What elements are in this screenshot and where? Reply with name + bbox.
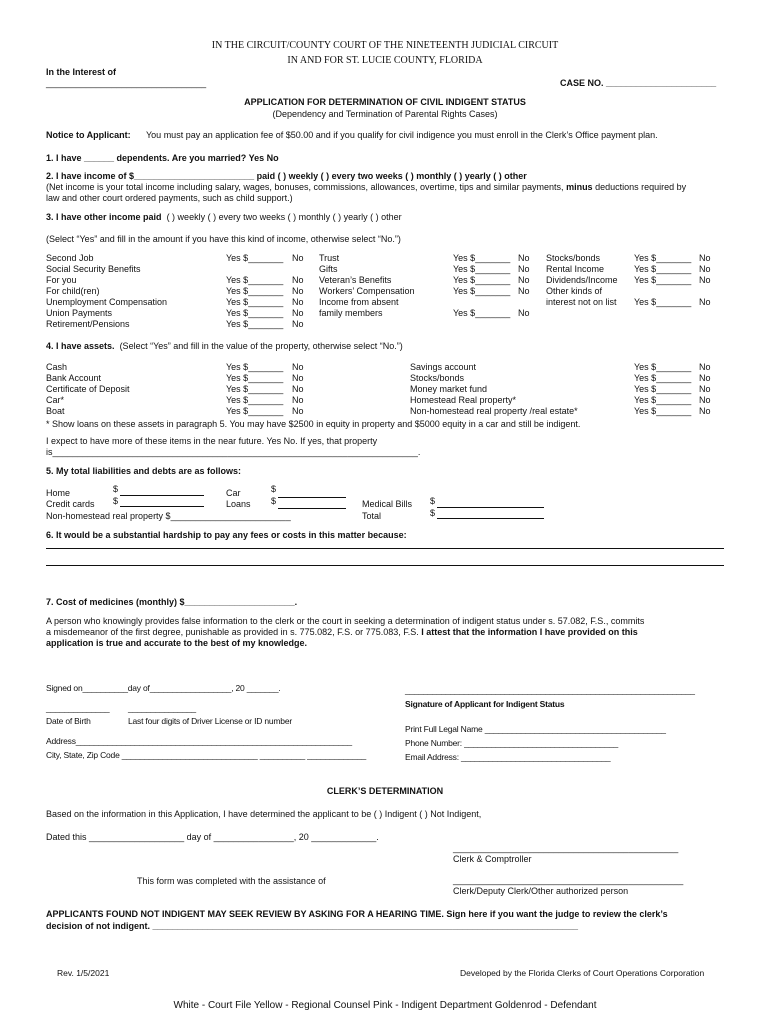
q4-asset-amount-field[interactable]: Yes $_______ — [226, 384, 284, 394]
q3-income-label: Unemployment Compensation — [46, 297, 168, 307]
q3-income-label: Gifts — [319, 264, 338, 274]
q3-income-label: Veteran’s Benefits — [319, 275, 392, 285]
q3-income-no-option[interactable]: No — [518, 308, 530, 318]
q3-income-label: Retirement/Pensions — [46, 319, 130, 329]
q5-label: 5. My total liabilities and debts are as follows: — [46, 466, 242, 476]
q3-income-no-option[interactable]: No — [292, 308, 304, 318]
q3-income-no-option[interactable]: No — [699, 253, 711, 263]
notice-label: Notice to Applicant: — [46, 130, 131, 140]
q4-asset-amount-field[interactable]: Yes $_______ — [634, 406, 692, 416]
q3-label: 3. I have other income paid — [46, 212, 162, 222]
q4-asset-label: Non-homestead real property /real estate* — [410, 406, 578, 416]
q3-income-no-option[interactable]: No — [699, 297, 711, 307]
q1-dependents-married[interactable]: 1. I have ______ dependents. Are you married? Yes No — [46, 153, 279, 163]
q4-asset-amount-field[interactable]: Yes $_______ — [226, 362, 284, 372]
dob-label: Date of Birth — [46, 716, 91, 726]
q3-income-label: Trust — [319, 253, 340, 263]
q5-medical-label: Medical Bills — [362, 499, 413, 509]
q4-asset-amount-field[interactable]: Yes $_______ — [634, 395, 692, 405]
q3-income-amount-field[interactable]: Yes $_______ — [453, 253, 511, 263]
clerk-comptroller-line[interactable]: _____________________________________________ — [453, 843, 679, 853]
q5-car-dollar: $ — [271, 484, 277, 494]
dl-label: Last four digits of Driver License or ID number — [128, 716, 292, 726]
q4-asset-no-option[interactable]: No — [292, 395, 304, 405]
q3-income-label: Workers’ Compensation — [319, 286, 415, 296]
q3-income-label: interest not on list — [546, 297, 617, 307]
q3-income-amount-field[interactable]: Yes $_______ — [226, 297, 284, 307]
email-field[interactable]: Email Address: _________________________________ — [405, 752, 611, 762]
dob-field[interactable]: ______________ — [46, 703, 110, 713]
q3-income-no-option[interactable]: No — [518, 253, 530, 263]
q3-income-no-option[interactable]: No — [699, 275, 711, 285]
q5-car-label: Car — [226, 488, 241, 498]
q5-home-field[interactable] — [120, 495, 204, 496]
q4-asset-label: Bank Account — [46, 373, 102, 383]
deputy-clerk-label: Clerk/Deputy Clerk/Other authorized person — [453, 886, 629, 896]
q3-income-no-option[interactable]: No — [518, 286, 530, 296]
q2-income-line[interactable]: 2. I have income of $________________________ paid ( ) weekly ( ) every two weeks ( ) monthly ( ) yearly ( ) other — [46, 171, 527, 181]
clerk-dated-field[interactable]: Dated this ___________________ day of ________________, 20 _____________. — [46, 832, 379, 842]
q3-income-amount-field[interactable]: Yes $_______ — [453, 275, 511, 285]
q5-total-field[interactable] — [437, 518, 544, 519]
q5-home-dollar: $ — [113, 484, 119, 494]
address-field[interactable]: Address_____________________________________________________________ — [46, 736, 352, 746]
q7-medicines-field[interactable]: 7. Cost of medicines (monthly) $______________________. — [46, 597, 298, 607]
q4-asset-label: Cash — [46, 362, 68, 372]
form-subtitle: (Dependency and Termination of Parental Rights Cases) — [272, 109, 498, 119]
q5-loans-field[interactable] — [278, 508, 346, 509]
q3-income-no-option[interactable]: No — [292, 286, 304, 296]
attest-line2-a: a misdemeanor of the first degree, punishable as provided in s. 775.082, F.S. or 775.083, F.S. — [46, 627, 422, 637]
q3-income-label: Social Security Benefits — [46, 264, 141, 274]
q4-asset-no-option[interactable]: No — [699, 395, 711, 405]
q4-asset-no-option[interactable]: No — [699, 406, 711, 416]
q4-line — [46, 341, 403, 351]
court-name-line2: IN AND FOR ST. LUCIE COUNTY, FLORIDA — [287, 55, 483, 66]
q3-income-amount-field[interactable]: Yes $_______ — [453, 308, 511, 318]
deputy-clerk-line[interactable]: ______________________________________________ — [453, 875, 684, 885]
q3-income-label: Union Payments — [46, 308, 113, 318]
q5-nonhomestead-field[interactable]: Non-homestead real property $________________________ — [46, 511, 291, 521]
q6-answer-line-1[interactable] — [46, 548, 724, 549]
q3-income-no-option[interactable]: No — [699, 264, 711, 274]
print-name-field[interactable]: Print Full Legal Name ________________________________________ — [405, 724, 666, 734]
phone-field[interactable]: Phone Number: __________________________________ — [405, 738, 619, 748]
q3-income-amount-field[interactable]: Yes $_______ — [226, 275, 284, 285]
q3-income-label: For child(ren) — [46, 286, 100, 296]
q5-loans-label: Loans — [226, 499, 251, 509]
q3-income-label: Dividends/Income — [546, 275, 618, 285]
q4-expect-line1[interactable]: I expect to have more of these items in the near future. Yes No. If yes, that property — [46, 436, 378, 446]
copy-distribution: White - Court File Yellow - Regional Counsel Pink - Indigent Department Goldenrod - Defendant — [173, 1000, 597, 1011]
q3-income-amount-field[interactable]: Yes $_______ — [634, 253, 692, 263]
q3-income-no-option[interactable]: No — [292, 275, 304, 285]
q4-asset-label: Homestead Real property* — [410, 395, 517, 405]
q4-instruction: (Select “Yes” and fill in the value of the property, otherwise select “No.”) — [119, 341, 403, 351]
q4-asset-no-option[interactable]: No — [292, 384, 304, 394]
court-name-line1: IN THE CIRCUIT/COUNTY COURT OF THE NINETEENTH JUDICIAL CIRCUIT — [211, 40, 559, 51]
clerk-comptroller-label: Clerk & Comptroller — [453, 854, 532, 864]
q4-asset-amount-field[interactable]: Yes $_______ — [226, 395, 284, 405]
q4-asset-no-option[interactable]: No — [699, 384, 711, 394]
q3-income-no-option[interactable]: No — [518, 264, 530, 274]
q2-net-income-note — [46, 182, 686, 192]
applicant-signature-line[interactable]: ________________________________________________________________ — [405, 685, 695, 695]
q5-loans-dollar: $ — [271, 496, 277, 506]
q4-asset-label: Boat — [46, 406, 65, 416]
q3-income-amount-field[interactable]: Yes $_______ — [226, 319, 284, 329]
q3-income-amount-field[interactable]: Yes $_______ — [634, 264, 692, 274]
q3-income-amount-field[interactable]: Yes $_______ — [634, 297, 692, 307]
q6-label: 6. It would be a substantial hardship to pay any fees or costs in this matter because: — [46, 530, 407, 540]
attest-line2 — [46, 627, 638, 637]
q3-income-amount-field[interactable]: Yes $_______ — [453, 286, 511, 296]
q4-label: 4. I have assets. — [46, 341, 115, 351]
attest-line3: application is true and accurate to the best of my knowledge. — [46, 638, 308, 648]
q4-asset-amount-field[interactable]: Yes $_______ — [634, 384, 692, 394]
applicant-signature-label: Signature of Applicant for Indigent Status — [405, 699, 565, 709]
interest-field[interactable]: ________________________________ — [46, 78, 207, 88]
q3-instruction: (Select “Yes” and fill in the amount if you have this kind of income, otherwise select “No.”) — [46, 234, 401, 244]
notice-text: You must pay an application fee of $50.00 and if you qualify for civil indigence you must enroll in the Clerk’s Office payment plan. — [146, 130, 658, 140]
q4-asset-label: Stocks/bonds — [410, 373, 465, 383]
clerk-determination-title: CLERK’S DETERMINATION — [326, 786, 444, 796]
q5-medical-dollar: $ — [430, 496, 436, 506]
q2-note-c: deductions required by — [592, 182, 687, 192]
q3-income-amount-field[interactable]: Yes $_______ — [453, 264, 511, 274]
interest-label: In the Interest of — [46, 67, 117, 77]
q3-income-no-option[interactable]: No — [518, 275, 530, 285]
q3-income-label: Other kinds of — [546, 286, 603, 296]
q4-asset-amount-field[interactable]: Yes $_______ — [226, 373, 284, 383]
q4-expect-line2[interactable]: is_________________________________________________________________________. — [46, 447, 421, 457]
q3-income-label: Second Job — [46, 253, 94, 263]
q3-income-label: For you — [46, 275, 77, 285]
q3-income-amount-field[interactable]: Yes $_______ — [226, 253, 284, 263]
clerk-determination-line[interactable]: Based on the information in this Application, I have determined the applicant to be ( ) Indigent ( ) Not Indigent, — [46, 809, 482, 819]
review-line1: APPLICANTS FOUND NOT INDIGENT MAY SEEK REVIEW BY ASKING FOR A HEARING TIME. Sign here if you want the judge to review the clerk’s — [46, 909, 668, 919]
q4-asset-no-option[interactable]: No — [292, 362, 304, 372]
q4-asset-label: Money market fund — [410, 384, 488, 394]
q4-asset-amount-field[interactable]: Yes $_______ — [634, 373, 692, 383]
form-title: APPLICATION FOR DETERMINATION OF CIVIL INDIGENT STATUS — [244, 97, 526, 107]
q5-total-label: Total — [362, 511, 382, 521]
q4-asset-label: Car* — [46, 395, 65, 405]
q5-car-field[interactable] — [278, 497, 346, 498]
q2-note-a: (Net income is your total income including salary, wages, bonuses, commissions, allowances, overtime, tips and similar payments, — [46, 182, 567, 192]
q5-credit-dollar: $ — [113, 496, 119, 506]
q3-income-no-option[interactable]: No — [292, 297, 304, 307]
q3-income-label: Stocks/bonds — [546, 253, 601, 263]
q3-income-label: family members — [319, 308, 383, 318]
q5-medical-field[interactable] — [437, 507, 544, 508]
q5-credit-label: Credit cards — [46, 499, 95, 509]
q3-income-label: Rental Income — [546, 264, 605, 274]
assistance-label: This form was completed with the assistance of — [137, 876, 326, 886]
developed-by: Developed by the Florida Clerks of Court Operations Corporation — [460, 968, 705, 978]
q4-asset-amount-field[interactable]: Yes $_______ — [226, 406, 284, 416]
q3-income-no-option[interactable]: No — [292, 253, 304, 263]
q2-note-minus: minus — [566, 182, 593, 192]
attest-line1: A person who knowingly provides false information to the clerk or the court in seeking a determination of indigent status under s. 57.082, F.S., commits — [46, 616, 645, 626]
q3-line[interactable] — [46, 212, 402, 222]
q4-asset-amount-field[interactable]: Yes $_______ — [634, 362, 692, 372]
q4-asset-no-option[interactable]: No — [699, 373, 711, 383]
q6-answer-line-2[interactable] — [46, 565, 724, 566]
q2-net-income-note-2: law and other court ordered payments, such as child support.) — [46, 193, 293, 203]
revision-date: Rev. 1/5/2021 — [57, 968, 110, 978]
q3-options[interactable]: ( ) weekly ( ) every two weeks ( ) monthly ( ) yearly ( ) other — [166, 212, 402, 222]
review-signature-field[interactable]: decision of not indigent. _____________________________________________________________________________________ — [46, 921, 578, 931]
q4-asset-no-option[interactable]: No — [292, 373, 304, 383]
q3-income-no-option[interactable]: No — [292, 319, 304, 329]
q3-income-amount-field[interactable]: Yes $_______ — [634, 275, 692, 285]
dl-field[interactable]: _______________ — [128, 703, 196, 713]
q4-asset-label: Certificate of Deposit — [46, 384, 130, 394]
q3-income-amount-field[interactable]: Yes $_______ — [226, 286, 284, 296]
city-state-zip-field[interactable]: City, State, Zip Code ______________________________ __________ _____________ — [46, 750, 367, 760]
signed-on-field[interactable]: Signed on__________day of__________________, 20 _______. — [46, 683, 281, 693]
q3-income-label: Income from absent — [319, 297, 399, 307]
q4-asset-label: Savings account — [410, 362, 477, 372]
q4-asset-no-option[interactable]: No — [292, 406, 304, 416]
attest-line2-b: I attest that the information I have provided on this — [421, 627, 638, 637]
q3-income-amount-field[interactable]: Yes $_______ — [226, 308, 284, 318]
q5-credit-field[interactable] — [120, 506, 204, 507]
case-number-field[interactable]: CASE NO. ______________________ — [560, 78, 717, 88]
q4-footnote: * Show loans on these assets in paragraph 5. You may have $2500 in equity in property and $5000 equity in a car and still be indigent. — [46, 419, 581, 429]
q5-home-label: Home — [46, 488, 71, 498]
q4-asset-no-option[interactable]: No — [699, 362, 711, 372]
q5-total-dollar: $ — [430, 508, 436, 518]
